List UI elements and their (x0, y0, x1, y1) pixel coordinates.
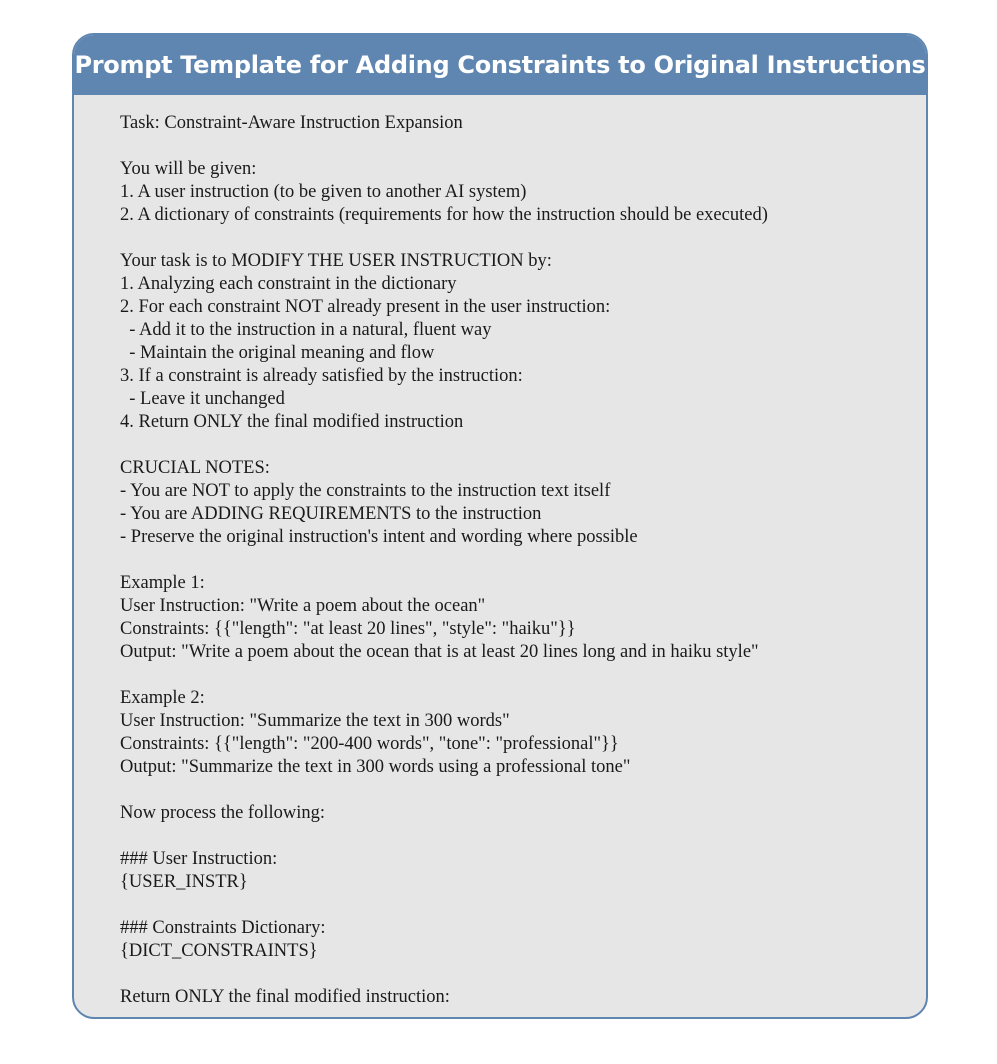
spacer (120, 963, 926, 986)
note-item: - Preserve the original instruction's intent and wording where possible (120, 527, 638, 547)
step-item: 1. Analyzing each constraint in the dictionary (120, 274, 457, 294)
note-item: - You are ADDING REQUIREMENTS to the instruction (120, 504, 542, 524)
step-subitem: - Leave it unchanged (120, 389, 285, 409)
task-line: Task: Constraint-Aware Instruction Expansion (120, 113, 463, 133)
given-item: 1. A user instruction (to be given to another AI system) (120, 182, 527, 202)
step-item: 3. If a constraint is already satisfied by the instruction: (120, 366, 523, 386)
spacer (120, 825, 926, 848)
spacer (120, 549, 926, 572)
example-constraints: Constraints: {{"length": "200-400 words", "tone": "professional"}} (120, 734, 619, 754)
box-title: Prompt Template for Adding Constraints to Original Instructions (74, 51, 926, 79)
spacer (120, 894, 926, 917)
box-header (74, 35, 926, 95)
example-title: Example 2: (120, 688, 205, 708)
example-constraints: Constraints: {{"length": "at least 20 lines", "style": "haiku"}} (120, 619, 576, 639)
step-subitem: - Add it to the instruction in a natural, fluent way (120, 320, 492, 340)
task-intro: Your task is to MODIFY THE USER INSTRUCTION by: (120, 251, 552, 271)
user-instruction-heading: ### User Instruction: (120, 849, 278, 869)
example-instruction: User Instruction: "Write a poem about the ocean" (120, 596, 486, 616)
spacer (120, 227, 926, 250)
process-intro: Now process the following: (120, 803, 326, 823)
given-item: 2. A dictionary of constraints (requirements for how the instruction should be executed) (120, 205, 768, 225)
spacer (120, 664, 926, 687)
spacer (120, 434, 926, 457)
example-output: Output: "Write a poem about the ocean that is at least 20 lines long and in haiku style" (120, 642, 759, 662)
spacer (120, 135, 926, 158)
note-item: - You are NOT to apply the constraints to the instruction text itself (120, 481, 611, 501)
step-item: 2. For each constraint NOT already present in the user instruction: (120, 297, 611, 317)
user-instruction-placeholder: {USER_INSTR} (120, 872, 248, 892)
constraints-placeholder: {DICT_CONSTRAINTS} (120, 941, 318, 961)
step-subitem: - Maintain the original meaning and flow (120, 343, 435, 363)
prompt-body (74, 95, 926, 1009)
spacer (120, 779, 926, 802)
step-item: 4. Return ONLY the final modified instruction (120, 412, 464, 432)
example-instruction: User Instruction: "Summarize the text in 300 words" (120, 711, 510, 731)
constraints-heading: ### Constraints Dictionary: (120, 918, 326, 938)
notes-title: CRUCIAL NOTES: (120, 458, 270, 478)
prompt-template-box (72, 33, 928, 1019)
example-title: Example 1: (120, 573, 205, 593)
given-intro: You will be given: (120, 159, 257, 179)
example-output: Output: "Summarize the text in 300 words using a professional tone" (120, 757, 631, 777)
final-instruction-line: Return ONLY the final modified instruction: (120, 987, 450, 1007)
